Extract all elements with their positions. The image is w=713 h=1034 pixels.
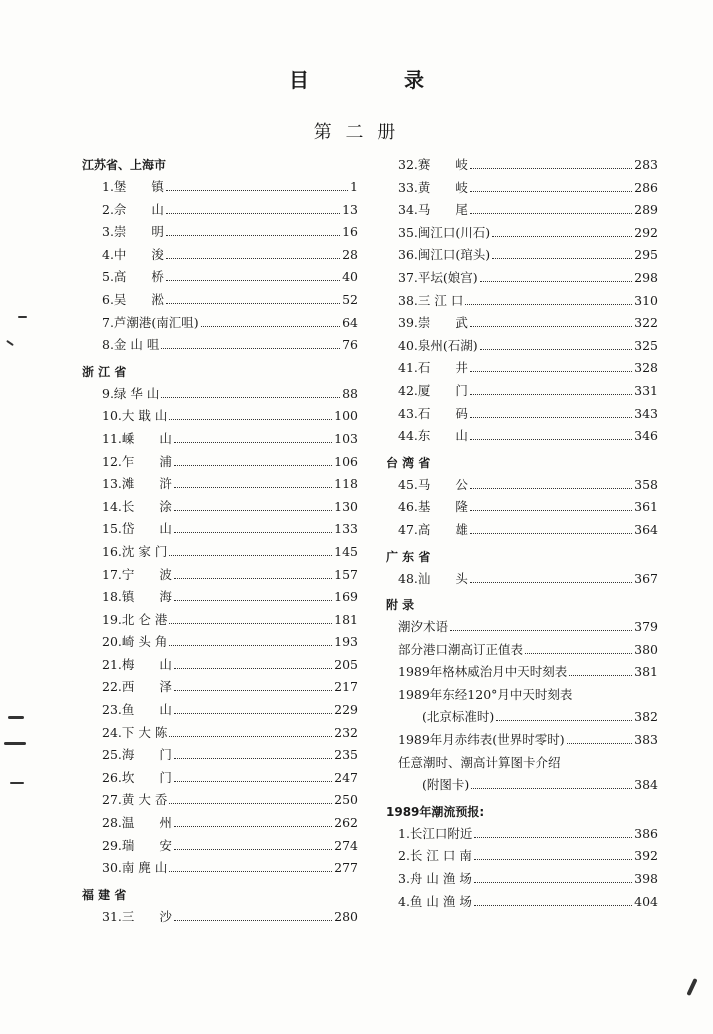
toc-entry[interactable]	[82, 289, 358, 312]
toc-page-number: 310	[634, 292, 658, 308]
toc-entry[interactable]	[386, 616, 658, 639]
toc-page-number: 232	[334, 724, 358, 740]
toc-entry-label: 40.泉州(石湖)	[398, 337, 478, 353]
toc-page-number: 295	[634, 247, 658, 263]
toc-page-number: 384	[634, 777, 658, 793]
toc-page-number: 169	[334, 589, 358, 605]
toc-entry[interactable]	[386, 425, 658, 448]
toc-entry[interactable]	[82, 334, 358, 357]
toc-page-number: 386	[634, 825, 658, 841]
toc-page-number: 380	[634, 641, 658, 657]
toc-entry-label: 47.高 雄	[398, 521, 468, 537]
toc-page-number: 322	[634, 315, 658, 331]
toc-entry[interactable]	[82, 767, 358, 790]
toc-entry-label: 12.乍 浦	[102, 453, 172, 469]
page-title: 目 录	[289, 68, 468, 92]
toc-entry-label: 43.石 码	[398, 405, 468, 421]
leader-dots	[450, 630, 632, 631]
toc-entry-label: 36.闽江口(琯头)	[398, 247, 491, 263]
toc-entry-label: 44.东 山	[398, 428, 468, 444]
leader-dots	[174, 668, 332, 669]
leader-dots	[470, 213, 632, 214]
toc-entry[interactable]	[386, 474, 658, 497]
section-heading: 1989年潮流预报:	[386, 804, 485, 819]
toc-entry[interactable]	[386, 267, 658, 290]
toc-entry-label: 6.吴 淞	[102, 291, 164, 307]
toc-entry-label: 7.芦潮港(南汇咀)	[102, 314, 199, 330]
leader-dots	[480, 281, 633, 282]
toc-entry[interactable]	[386, 519, 658, 542]
scan-speck	[686, 978, 697, 996]
leader-dots	[166, 303, 340, 304]
toc-page-number: 250	[334, 792, 358, 808]
toc-entry-label: 46.基 隆	[398, 499, 468, 515]
toc-entry-label: 22.西 泽	[102, 679, 172, 695]
leader-dots	[161, 397, 340, 398]
toc-page-number: 392	[634, 848, 658, 864]
scan-speck	[18, 316, 27, 318]
scan-speck	[4, 742, 26, 745]
leader-dots	[474, 882, 632, 883]
toc-entry[interactable]	[386, 823, 658, 846]
toc-entry-label: 39.崇 武	[398, 315, 468, 331]
toc-entry[interactable]	[82, 654, 358, 677]
toc-entry-label: 1989年月赤纬表(世界时零时)	[398, 732, 565, 748]
toc-page-number: 331	[634, 382, 658, 398]
toc-entry[interactable]	[82, 266, 358, 289]
toc-page-number: 298	[634, 269, 658, 285]
section-heading: 附 录	[386, 598, 415, 613]
toc-entry-label: 18.镇 海	[102, 589, 172, 605]
leader-dots	[496, 720, 632, 721]
toc-page-number: 343	[634, 405, 658, 421]
toc-entry-label: 26.坎 门	[102, 769, 172, 785]
toc-entry[interactable]	[82, 405, 358, 428]
toc-page-number: 325	[634, 337, 658, 353]
toc-entry[interactable]	[386, 496, 658, 519]
toc-page-number: 193	[334, 634, 358, 650]
leader-dots	[174, 487, 332, 488]
leader-dots	[470, 533, 632, 534]
toc-entry-label: 19.北 仑 港	[102, 611, 168, 627]
toc-entry[interactable]	[82, 473, 358, 496]
toc-entry-label: 14.长 涂	[102, 498, 172, 514]
toc-page-number: 157	[334, 566, 358, 582]
toc-entry[interactable]	[82, 609, 358, 632]
toc-entry[interactable]	[386, 891, 658, 914]
toc-entry-label: 35.闽江口(川石)	[398, 224, 491, 240]
toc-entry-label: 17.宁 波	[102, 566, 172, 582]
toc-entry-label: 15.岱 山	[102, 521, 172, 537]
toc-entry[interactable]	[386, 752, 658, 775]
leader-dots	[474, 859, 632, 860]
toc-entry-label: 5.高 桥	[102, 269, 164, 285]
leader-dots	[169, 736, 332, 737]
leader-dots	[470, 168, 632, 169]
toc-entry-label: 31.三 沙	[102, 908, 172, 924]
leader-dots	[470, 582, 632, 583]
toc-entry-label: 37.平坛(娘宫)	[398, 269, 478, 285]
leader-dots	[174, 600, 332, 601]
toc-entry-label: (附图卡)	[422, 777, 470, 793]
toc-page-number: 383	[634, 732, 658, 748]
toc-right-column	[386, 154, 658, 913]
leader-dots	[174, 465, 332, 466]
toc-entry[interactable]	[82, 857, 358, 880]
toc-entry[interactable]	[82, 428, 358, 451]
toc-entry[interactable]	[386, 868, 658, 891]
toc-entry[interactable]	[386, 244, 658, 267]
toc-entry[interactable]	[82, 541, 358, 564]
toc-page-number: 358	[634, 476, 658, 492]
leader-dots	[525, 653, 632, 654]
toc-page-number: 76	[342, 337, 358, 353]
toc-entry[interactable]	[386, 568, 658, 591]
toc-entry[interactable]	[82, 744, 358, 767]
toc-entry-label: 48.汕 头	[398, 570, 468, 586]
leader-dots	[169, 623, 332, 624]
toc-entry-label: 3.舟 山 渔 场	[398, 871, 472, 887]
toc-entry[interactable]	[386, 845, 658, 868]
toc-entry[interactable]	[386, 312, 658, 335]
toc-entry-label: 9.绿 华 山	[102, 385, 160, 401]
toc-page-number: 100	[334, 408, 358, 424]
toc-entry-label: 21.梅 山	[102, 656, 172, 672]
leader-dots	[567, 743, 633, 744]
toc-entry-label: 1.堡 镇	[102, 179, 164, 194]
section-heading: 福 建 省	[82, 887, 127, 902]
toc-entry[interactable]	[386, 380, 658, 403]
toc-page-number: 145	[334, 543, 358, 559]
leader-dots	[465, 304, 632, 305]
toc-page-number: 247	[334, 769, 358, 785]
toc-entry[interactable]	[82, 176, 358, 199]
toc-entry-label: 27.黄 大 岙	[102, 792, 168, 808]
toc-entry[interactable]	[386, 684, 658, 707]
toc-page-number: 262	[334, 815, 358, 831]
toc-entry[interactable]	[82, 496, 358, 519]
toc-entry-label: 30.南 麂 山	[102, 860, 168, 876]
toc-entry-label: 13.滩 浒	[102, 476, 172, 492]
toc-entry[interactable]	[82, 451, 358, 474]
leader-dots	[174, 532, 332, 533]
toc-entry-label: 29.瑞 安	[102, 837, 172, 853]
toc-entry-label: 23.鱼 山	[102, 702, 172, 718]
toc-entry[interactable]	[386, 335, 658, 358]
toc-page-number: 364	[634, 521, 658, 537]
leader-dots	[474, 905, 632, 906]
toc-entry[interactable]	[82, 244, 358, 267]
leader-dots	[474, 837, 632, 838]
toc-entry-label: 41.石 井	[398, 360, 468, 376]
section-heading: 台 湾 省	[386, 455, 431, 470]
toc-page-number: 88	[342, 385, 358, 401]
toc-entry-label: 10.大 戢 山	[102, 408, 168, 424]
toc-entry[interactable]	[82, 906, 358, 929]
toc-entry[interactable]	[386, 706, 658, 729]
toc-page-number: 382	[634, 709, 658, 725]
toc-entry-label: 8.金 山 咀	[102, 337, 160, 353]
leader-dots	[166, 280, 340, 281]
toc-entry-label: 24.下 大 陈	[102, 724, 168, 740]
toc-entry-label: 4.中 浚	[102, 246, 164, 262]
leader-dots	[174, 758, 332, 759]
toc-entry-label: 部分港口潮高订正值表	[398, 641, 524, 657]
leader-dots	[174, 690, 332, 691]
toc-entry[interactable]	[386, 729, 658, 752]
toc-page-number: 1	[350, 179, 358, 194]
toc-page-number: 205	[334, 656, 358, 672]
toc-entry-label: 16.沈 家 门	[102, 543, 168, 559]
toc-entry[interactable]	[386, 774, 658, 797]
toc-entry[interactable]	[82, 699, 358, 722]
leader-dots	[166, 235, 340, 236]
toc-entry-label: 34.马 尾	[398, 202, 468, 218]
toc-entry[interactable]	[386, 154, 658, 177]
section-heading: 江苏省、上海市	[82, 158, 167, 172]
toc-page-number: 381	[634, 664, 658, 680]
leader-dots	[470, 394, 632, 395]
toc-entry-label: 3.崇 明	[102, 224, 164, 240]
leader-dots	[470, 326, 632, 327]
toc-page-number: 367	[634, 570, 658, 586]
toc-entry[interactable]	[82, 789, 358, 812]
leader-dots	[169, 645, 332, 646]
toc-entry[interactable]	[386, 290, 658, 313]
toc-entry-label: 1989年格林威治月中天时刻表	[398, 664, 568, 680]
toc-page-number: 229	[334, 702, 358, 718]
toc-entry-label: 20.崎 头 角	[102, 634, 168, 650]
toc-page-number: 361	[634, 499, 658, 515]
toc-entry[interactable]	[386, 357, 658, 380]
leader-dots	[174, 578, 332, 579]
toc-entry-label: 45.马 公	[398, 476, 468, 492]
leader-dots	[470, 417, 632, 418]
toc-entry-label: 42.厦 门	[398, 382, 468, 398]
scan-speck	[8, 716, 24, 719]
toc-page-number: 133	[334, 521, 358, 537]
toc-entry[interactable]	[386, 199, 658, 222]
toc-entry-label: 28.温 州	[102, 815, 172, 831]
toc-page-number: 106	[334, 453, 358, 469]
toc-page-number: 277	[334, 860, 358, 876]
toc-entry[interactable]	[82, 722, 358, 745]
toc-entry[interactable]	[386, 222, 658, 245]
toc-entry-label: 任意潮时、潮高计算图卡介绍	[398, 754, 561, 770]
toc-page-number: 286	[634, 179, 658, 195]
toc-page-number: 40	[342, 269, 358, 285]
toc-page-number: 28	[342, 246, 358, 262]
leader-dots	[169, 803, 332, 804]
toc-page-number: 283	[634, 157, 658, 172]
leader-dots	[174, 442, 332, 443]
leader-dots	[569, 675, 632, 676]
toc-entry-label: 2.佘 山	[102, 201, 164, 217]
leader-dots	[169, 871, 332, 872]
toc-entry[interactable]	[82, 564, 358, 587]
toc-entry[interactable]	[82, 199, 358, 222]
toc-page-number: 379	[634, 619, 658, 635]
toc-entry[interactable]	[386, 661, 658, 684]
scan-speck	[10, 782, 24, 784]
leader-dots	[470, 488, 632, 489]
toc-entry[interactable]	[386, 403, 658, 426]
leader-dots	[174, 713, 332, 714]
toc-entry[interactable]	[82, 631, 358, 654]
leader-dots	[169, 419, 332, 420]
toc-entry-label: 32.赛 岐	[398, 157, 468, 172]
toc-page-number: 13	[342, 201, 358, 217]
toc-page-number: 292	[634, 224, 658, 240]
toc-entry[interactable]	[82, 221, 358, 244]
leader-dots	[174, 849, 332, 850]
toc-entry-label: 11.嵊 山	[102, 430, 172, 446]
toc-page-number: 181	[334, 611, 358, 627]
section-heading: 浙 江 省	[82, 364, 127, 379]
toc-entry[interactable]	[82, 812, 358, 835]
toc-entry-label: (北京标准时)	[422, 709, 495, 725]
toc-entry[interactable]	[386, 177, 658, 200]
toc-entry-label: 4.鱼 山 渔 场	[398, 893, 472, 909]
toc-page-number: 404	[634, 893, 658, 909]
leader-dots	[470, 510, 632, 511]
toc-entry-label: 33.黄 岐	[398, 179, 468, 195]
leader-dots	[174, 510, 332, 511]
toc-page-number: 274	[334, 837, 358, 853]
toc-entry[interactable]	[82, 835, 358, 858]
section-heading: 广 东 省	[386, 549, 431, 564]
leader-dots	[166, 258, 340, 259]
toc-page-number: 346	[634, 428, 658, 444]
leader-dots	[470, 439, 632, 440]
toc-page-number: 328	[634, 360, 658, 376]
toc-page-number: 235	[334, 747, 358, 763]
volume-subtitle: 第 二 册	[313, 122, 400, 143]
leader-dots	[174, 920, 332, 921]
toc-entry[interactable]	[82, 676, 358, 699]
leader-dots	[492, 236, 632, 237]
toc-entry-label: 25.海 门	[102, 747, 172, 763]
leader-dots	[470, 191, 632, 192]
toc-entry[interactable]	[386, 639, 658, 662]
leader-dots	[174, 826, 332, 827]
leader-dots	[166, 190, 348, 191]
toc-entry[interactable]	[82, 518, 358, 541]
toc-entry[interactable]	[82, 586, 358, 609]
toc-page-number: 52	[342, 291, 358, 307]
leader-dots	[174, 781, 332, 782]
toc-page-number: 103	[334, 430, 358, 446]
toc-page-number: 64	[342, 314, 358, 330]
toc-page-number: 289	[634, 202, 658, 218]
toc-page-number: 118	[334, 476, 358, 492]
leader-dots	[480, 349, 633, 350]
leader-dots	[470, 371, 632, 372]
toc-entry-label: 1.长江口附近	[398, 825, 473, 841]
leader-dots	[201, 326, 340, 327]
scan-speck	[6, 340, 14, 346]
toc-page-number: 16	[342, 224, 358, 240]
toc-entry[interactable]	[82, 312, 358, 335]
leader-dots	[492, 258, 632, 259]
toc-entry-label: 2.长 江 口 南	[398, 848, 472, 864]
toc-page-number: 217	[334, 679, 358, 695]
toc-entry-label: 潮汐术语	[398, 619, 449, 635]
leader-dots	[471, 788, 632, 789]
toc-entry-label: 38.三 江 口	[398, 292, 464, 308]
leader-dots	[166, 213, 340, 214]
toc-page-number: 280	[334, 908, 358, 924]
toc-entry-label: 1989年东经120°月中天时刻表	[398, 686, 573, 702]
toc-left-column	[82, 154, 358, 928]
leader-dots	[161, 348, 340, 349]
toc-entry[interactable]	[82, 383, 358, 406]
toc-page-number: 398	[634, 871, 658, 887]
leader-dots	[169, 555, 332, 556]
toc-page-number: 130	[334, 498, 358, 514]
